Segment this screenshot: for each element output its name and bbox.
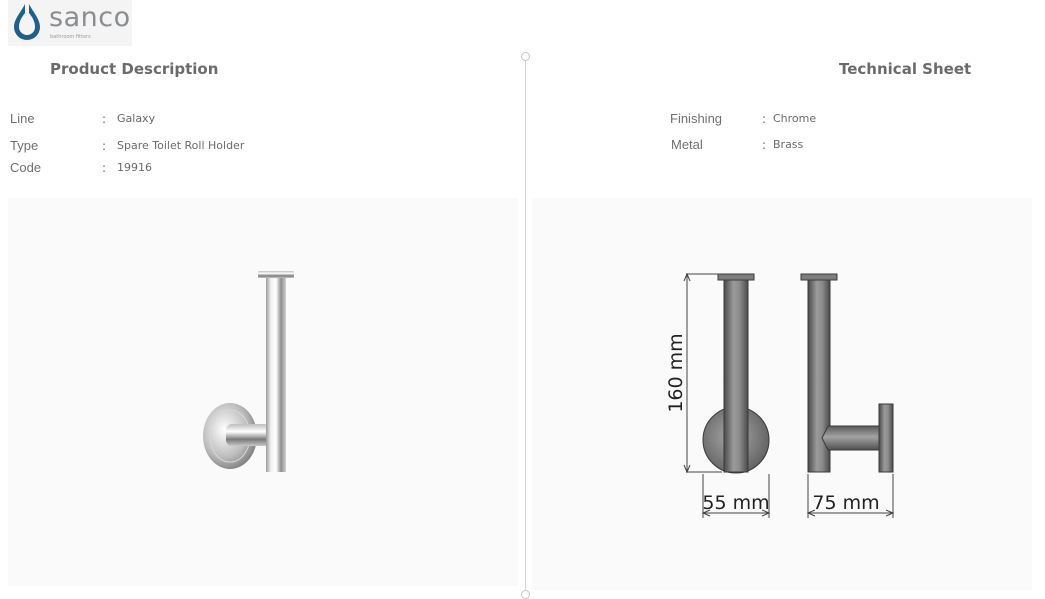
product-photo bbox=[8, 198, 518, 586]
spec-key: Line bbox=[10, 111, 35, 126]
brand-logo bbox=[8, 0, 132, 46]
spec-value: 19916 bbox=[117, 161, 152, 174]
spec-value: Spare Toilet Roll Holder bbox=[117, 139, 245, 152]
spec-key: Metal bbox=[671, 137, 703, 152]
height-dimension-label: 160 mm bbox=[665, 333, 687, 413]
spec-value: Galaxy bbox=[117, 112, 156, 125]
spec-separator: : bbox=[762, 138, 767, 152]
brand-name: sanco bbox=[49, 2, 131, 33]
technical-sheet-title: Technical Sheet bbox=[839, 60, 972, 78]
spec-separator: : bbox=[102, 139, 107, 153]
technical-drawing bbox=[532, 198, 1032, 590]
side-view bbox=[801, 274, 893, 472]
brand-tagline: bathroom fitters bbox=[50, 34, 91, 40]
spec-value: Chrome bbox=[773, 112, 817, 125]
column-divider bbox=[525, 56, 526, 594]
divider-top-dot bbox=[521, 52, 530, 61]
water-drop-icon bbox=[12, 2, 44, 42]
spec-value: Brass bbox=[773, 138, 804, 151]
divider-bottom-dot bbox=[521, 590, 530, 599]
spec-separator: : bbox=[102, 161, 107, 175]
product-description-title: Product Description bbox=[50, 60, 219, 78]
spec-key: Code bbox=[10, 160, 42, 175]
technical-drawing-panel bbox=[532, 198, 1032, 590]
product-image-panel bbox=[8, 198, 518, 586]
spec-separator: : bbox=[762, 112, 767, 126]
front-view bbox=[703, 274, 769, 473]
side-depth-dimension-label: 75 mm bbox=[812, 492, 880, 514]
spec-key: Type bbox=[10, 138, 39, 153]
spec-separator: : bbox=[102, 112, 107, 126]
spec-key: Finishing bbox=[670, 111, 723, 126]
front-width-dimension-label: 55 mm bbox=[702, 492, 770, 514]
